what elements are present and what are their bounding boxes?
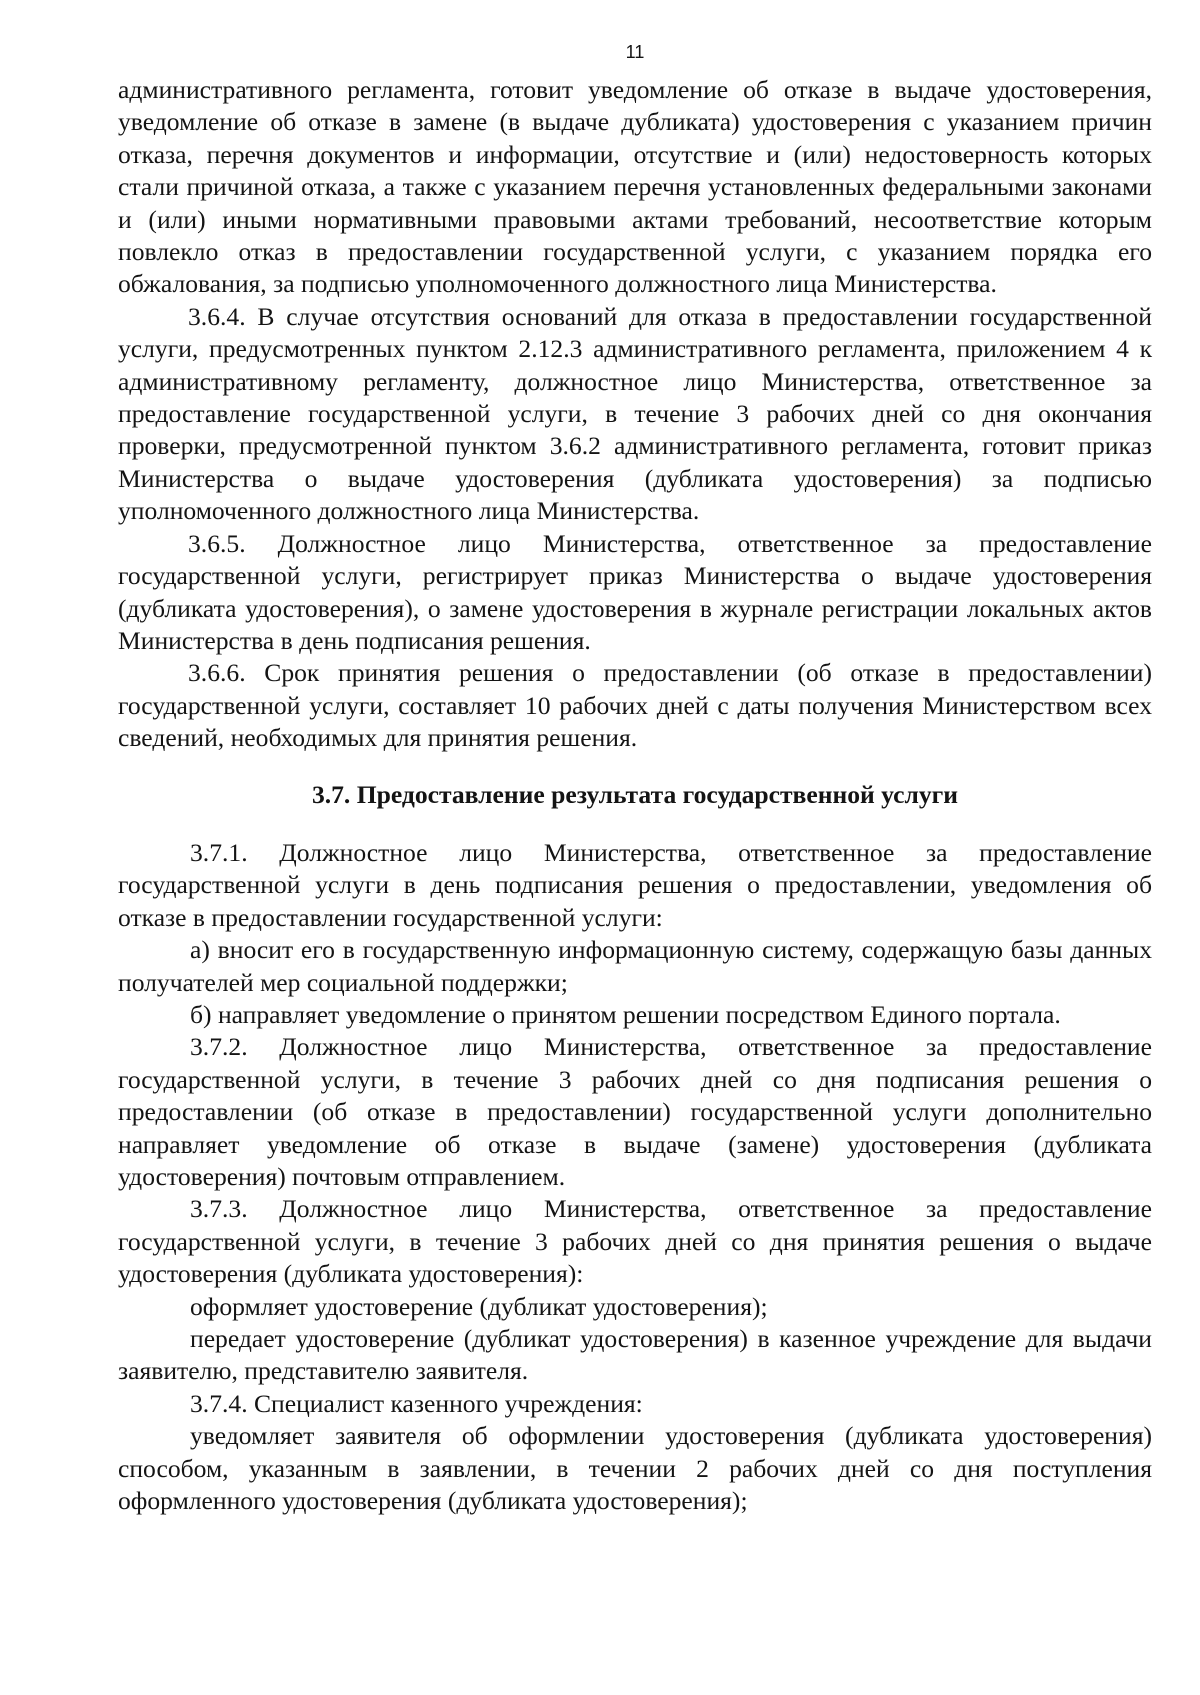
page-number: 11 [625, 42, 645, 62]
paragraph-3-7-1: 3.7.1. Должностное лицо Министерства, ответственное за предоставление государственной услуги в день подписания решения о предоставлении, уведомления об отказе в предоставлении государственной услуги: [118, 837, 1152, 932]
paragraph-3-6-4: 3.6.4. В случае отсутствия оснований для отказа в предоставлении государственной услуги, предусмотренных пунктом 2.12.3 административного регламента, приложением 4 к административному регламенту, должностное лицо Министерства, ответственное за предоставление государственной услуги, в течение 3 рабочих дней со дня окончания проверки, предусмотренной пунктом 3.6.2 административного регламента, готовит приказ Министерства о выдаче удостоверения (дубликата удостоверения) за подписью уполномоченного должностного лица Министерства. [118, 301, 1152, 526]
list-item-a: а) вносит его в государственную информационную систему, содержащую базы данных получателей мер социальной поддержки; [118, 935, 1152, 997]
list-item-transfer-certificate: передает удостоверение (дубликат удостоверения) в казенное учреждение для выдачи заявителю, представителю заявителя. [118, 1324, 1152, 1386]
paragraph-3-7-3: 3.7.3. Должностное лицо Министерства, ответственное за предоставление государственной услуги, в течение 3 рабочих дней со дня принятия решения о выдаче удостоверения (дубликата удостоверения): [118, 1194, 1152, 1289]
paragraph-3-6-6: 3.6.6. Срок принятия решения о предоставлении (об отказе в предоставлении) государственной услуги, составляет 10 рабочих дней с даты получения Министерством всех сведений, необходимых для принятия решения. [118, 658, 1152, 753]
section-heading-3-7: 3.7. Предоставление результата государственной услуги [311, 779, 959, 809]
paragraph-3-7-4: 3.7.4. Специалист казенного учреждения: [190, 1388, 643, 1418]
list-item-notify-applicant: уведомляет заявителя об оформлении удостоверения (дубликата удостоверения) способом, указанным в заявлении, в течении 2 рабочих дней со дня поступления оформленного удостоверения (дубликата удостоверения); [118, 1421, 1152, 1516]
paragraph-3-7-2: 3.7.2. Должностное лицо Министерства, ответственное за предоставление государственной услуги, в течение 3 рабочих дней со дня подписания решения о предоставлении (об отказе в предоставлении) государственной услуги дополнительно направляет уведомление об отказе в выдаче (замене) удостоверения (дубликата удостоверения) почтовым отправлением. [118, 1032, 1152, 1191]
list-item-b: б) направляет уведомление о принятом решении посредством Единого портала. [190, 999, 1061, 1029]
document-body [118, 74, 1152, 1517]
paragraph-3-6-5: 3.6.5. Должностное лицо Министерства, ответственное за предоставление государственной услуги, регистрирует приказ Министерства о выдаче удостоверения (дубликата удостоверения), о замене удостоверения в журнале регистрации локальных актов Министерства в день подписания решения. [118, 528, 1152, 655]
list-item-issue-certificate: оформляет удостоверение (дубликат удостоверения); [190, 1291, 768, 1321]
paragraph-continuation: административного регламента, готовит уведомление об отказе в выдаче удостоверения, уведомление об отказе в замене (в выдаче дубликата) удостоверения с указанием причин отказа, перечня документов и информации, отсутствие и (или) недостоверность которых стали причиной отказа, а также с указанием перечня установленных федеральными законами и (или) иными нормативными правовыми актами требований, несоответствие которым повлекло отказ в предоставлении государственной услуги, с указанием порядка его обжалования, за подписью уполномоченного должностного лица Министерства. [118, 75, 1152, 299]
